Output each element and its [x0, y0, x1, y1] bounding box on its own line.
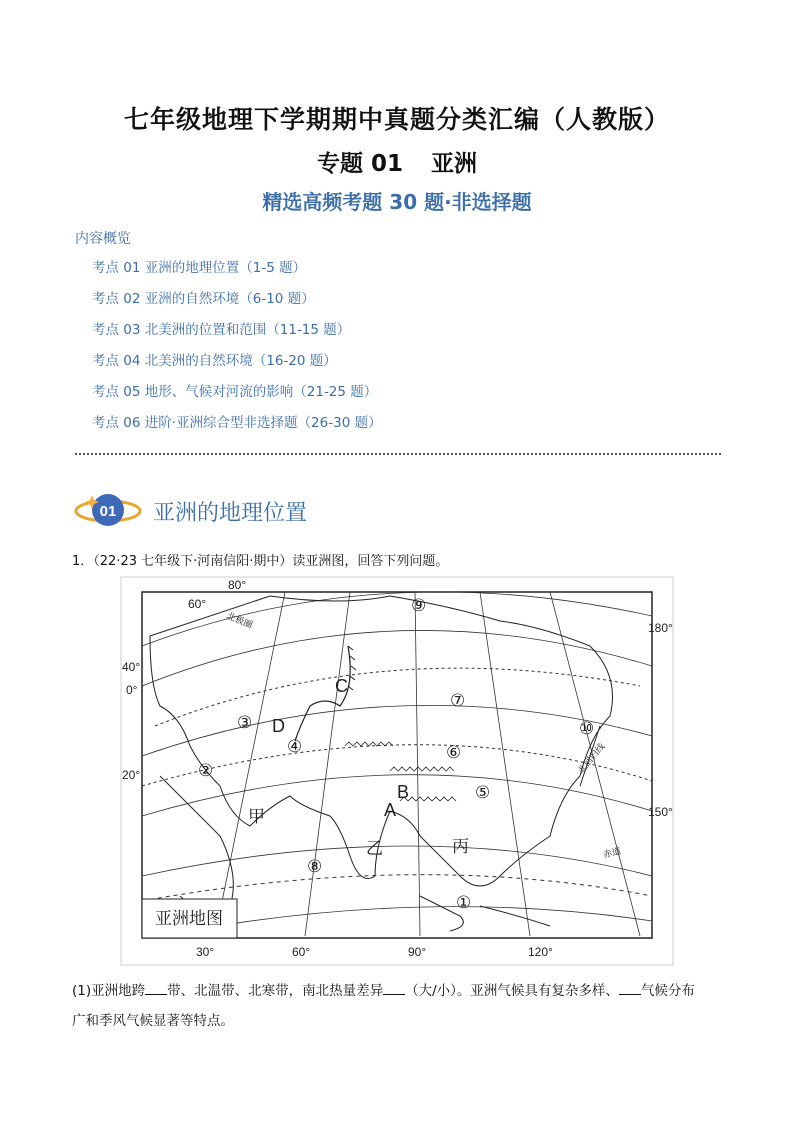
toc-item[interactable]: 考点 05 地形、气候对河流的影响（21-25 题） — [92, 384, 378, 400]
map-frame — [142, 592, 652, 938]
topic-title — [0, 145, 794, 178]
toc-item[interactable]: 考点 04 北美洲的自然环境（16-20 题） — [92, 353, 337, 369]
asia-map — [120, 576, 674, 966]
lon-label: 150° — [648, 805, 673, 819]
section-number-badge — [74, 490, 148, 530]
topic-number: 专题 01 — [316, 151, 403, 177]
map-number-label: ② — [198, 761, 214, 780]
lat-label: 0° — [126, 683, 138, 697]
answer-blank[interactable] — [145, 982, 167, 995]
lat-label: 40° — [122, 660, 141, 674]
map-number-label: ⑧ — [307, 857, 323, 876]
map-caption: 亚洲地图 — [155, 909, 223, 928]
map-number-label: ⑩ — [579, 719, 595, 738]
question-text: 广和季风气候显著等特点。 — [72, 1013, 234, 1029]
toc-item[interactable]: 考点 02 亚洲的自然环境（6-10 题） — [92, 291, 315, 307]
question-stem: 1．（22·23 七年级下·河南信阳·期中）读亚洲图，回答下列问题。 — [72, 554, 449, 569]
lat-label: 20° — [122, 768, 141, 782]
lon-label: 90° — [408, 945, 427, 959]
map-letter-label: D — [272, 716, 285, 736]
toc-list — [92, 256, 382, 442]
lon-label: 120° — [528, 945, 553, 959]
question-text: （大/小）。亚洲气候具有复杂多样、 — [405, 983, 619, 999]
arctic-circle-label: 北极圈 — [225, 610, 255, 630]
map-number-label: ③ — [237, 713, 253, 732]
question-text: 带、北温带、北寒带，南北热量差异 — [167, 983, 384, 999]
toc-item[interactable]: 考点 03 北美洲的位置和范围（11-15 题） — [92, 322, 351, 338]
map-region-label: 乙 — [366, 839, 383, 858]
selection-subtitle: 精选高频考题 30 题·非选择题 — [262, 190, 532, 214]
map-number-label: ⑦ — [450, 691, 466, 710]
map-region-label: 丙 — [452, 837, 469, 856]
equator-label: 赤道 — [601, 845, 622, 860]
toc-item[interactable]: 考点 06 进阶·亚洲综合型非选择题（26-30 题） — [92, 415, 382, 431]
lon-label: 60° — [188, 597, 207, 611]
dotted-divider — [75, 453, 721, 455]
map-number-label: ⑥ — [446, 743, 462, 762]
answer-blank[interactable] — [619, 982, 641, 995]
question-text: (1)亚洲地跨 — [72, 983, 146, 999]
section-title: 亚洲的地理位置 — [153, 501, 308, 526]
map-number-label: ⑤ — [475, 783, 491, 802]
lon-label: 30° — [196, 945, 215, 959]
map-number-label: ⑨ — [411, 596, 427, 615]
map-letter-label: B — [397, 782, 410, 802]
map-letter-label: C — [335, 676, 348, 696]
lon-label: 180° — [648, 621, 673, 635]
tropic-label: 北回归线 — [575, 741, 607, 776]
map-number-label: ④ — [287, 737, 303, 756]
map-letter-label: A — [384, 800, 397, 820]
lon-label: 80° — [228, 578, 247, 592]
toc-heading: 内容概览 — [75, 231, 131, 247]
question-text: 气候分布 — [640, 983, 695, 999]
document-title: 七年级地理下学期期中真题分类汇编（人教版） — [123, 105, 670, 134]
lon-label: 60° — [292, 945, 311, 959]
toc-item[interactable]: 考点 01 亚洲的地理位置（1-5 题） — [92, 260, 307, 276]
map-number-label: ① — [456, 893, 472, 912]
section-number: 01 — [99, 503, 117, 520]
map-region-label: 甲 — [248, 807, 265, 826]
question-part1 — [72, 976, 727, 1036]
topic-name: 亚洲 — [431, 151, 477, 177]
answer-blank[interactable] — [383, 982, 405, 995]
